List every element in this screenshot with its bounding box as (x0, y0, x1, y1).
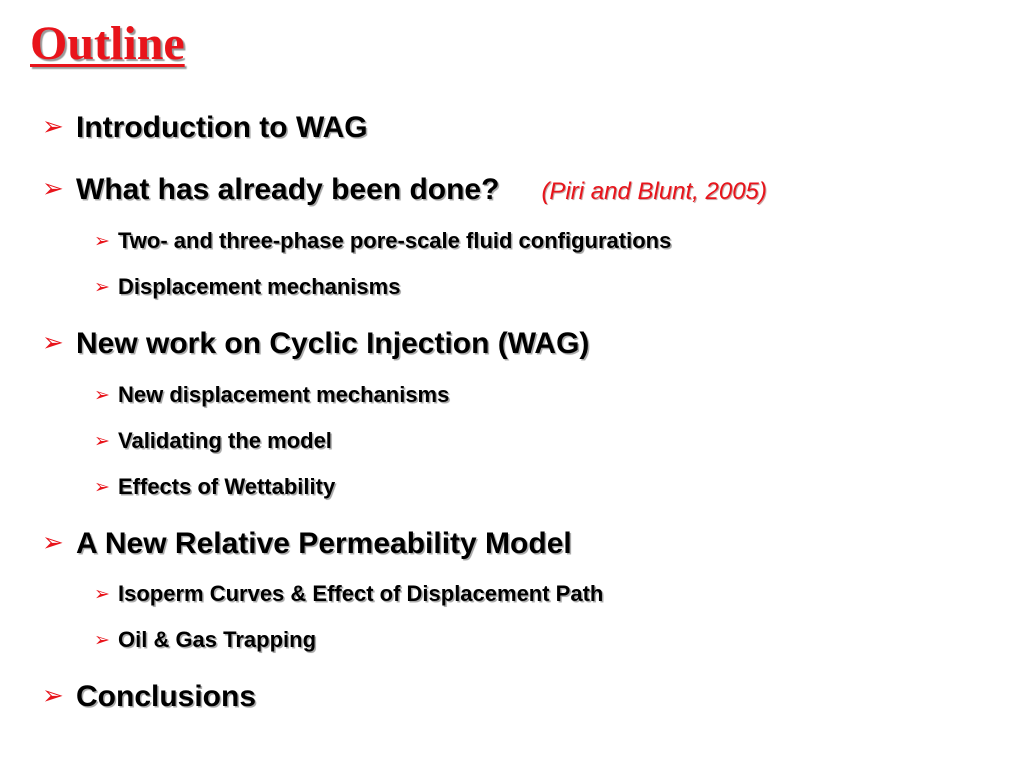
outline-subitem-validating-model (94, 427, 332, 457)
arrow-bullet-icon: ➢ (94, 584, 110, 605)
outline-subitem-text: Isoperm Curves & Effect of Displacement Path (118, 581, 604, 606)
outline-item-prior-work (42, 172, 767, 210)
outline-item-text: What has already been done? (76, 173, 500, 206)
outline-subitem-trapping (94, 626, 316, 656)
outline-subitem-text: Effects of Wettability (118, 474, 336, 499)
outline-item-introduction (42, 110, 368, 146)
arrow-bullet-icon: ➢ (42, 327, 64, 357)
arrow-bullet-icon: ➢ (94, 477, 110, 498)
outline-subitem-fluid-configurations (94, 227, 671, 257)
arrow-bullet-icon: ➢ (42, 111, 64, 141)
outline-item-text: Introduction to WAG (76, 111, 368, 144)
outline-item-new-work (42, 326, 589, 362)
citation: (Piri and Blunt, 2005) (541, 178, 767, 205)
outline-item-text: A New Relative Permeability Model (76, 527, 572, 560)
outline-subitem-new-displacement-mechanisms (94, 381, 449, 411)
arrow-bullet-icon: ➢ (94, 277, 110, 298)
outline-subitem-isoperm-curves (94, 580, 603, 610)
arrow-bullet-icon: ➢ (42, 527, 64, 557)
outline-item-text: Conclusions (76, 680, 257, 713)
slide-title: Outline (30, 17, 185, 70)
arrow-bullet-icon: ➢ (42, 680, 64, 710)
outline-subitem-text: Validating the model (118, 428, 332, 453)
outline-subitem-text: New displacement mechanisms (118, 382, 450, 407)
arrow-bullet-icon: ➢ (42, 173, 64, 203)
outline-subitem-text: Displacement mechanisms (118, 274, 401, 299)
outline-subitem-wettability (94, 473, 335, 503)
outline-subitem-text: Two- and three-phase pore-scale fluid configurations (118, 228, 672, 253)
arrow-bullet-icon: ➢ (94, 630, 110, 651)
arrow-bullet-icon: ➢ (94, 431, 110, 452)
arrow-bullet-icon: ➢ (94, 385, 110, 406)
outline-item-relperm-model (42, 526, 572, 562)
outline-item-conclusions (42, 679, 256, 715)
outline-item-text: New work on Cyclic Injection (WAG) (76, 327, 590, 360)
arrow-bullet-icon: ➢ (94, 231, 110, 252)
outline-subitem-text: Oil & Gas Trapping (118, 627, 317, 652)
outline-subitem-displacement-mechanisms (94, 273, 400, 303)
